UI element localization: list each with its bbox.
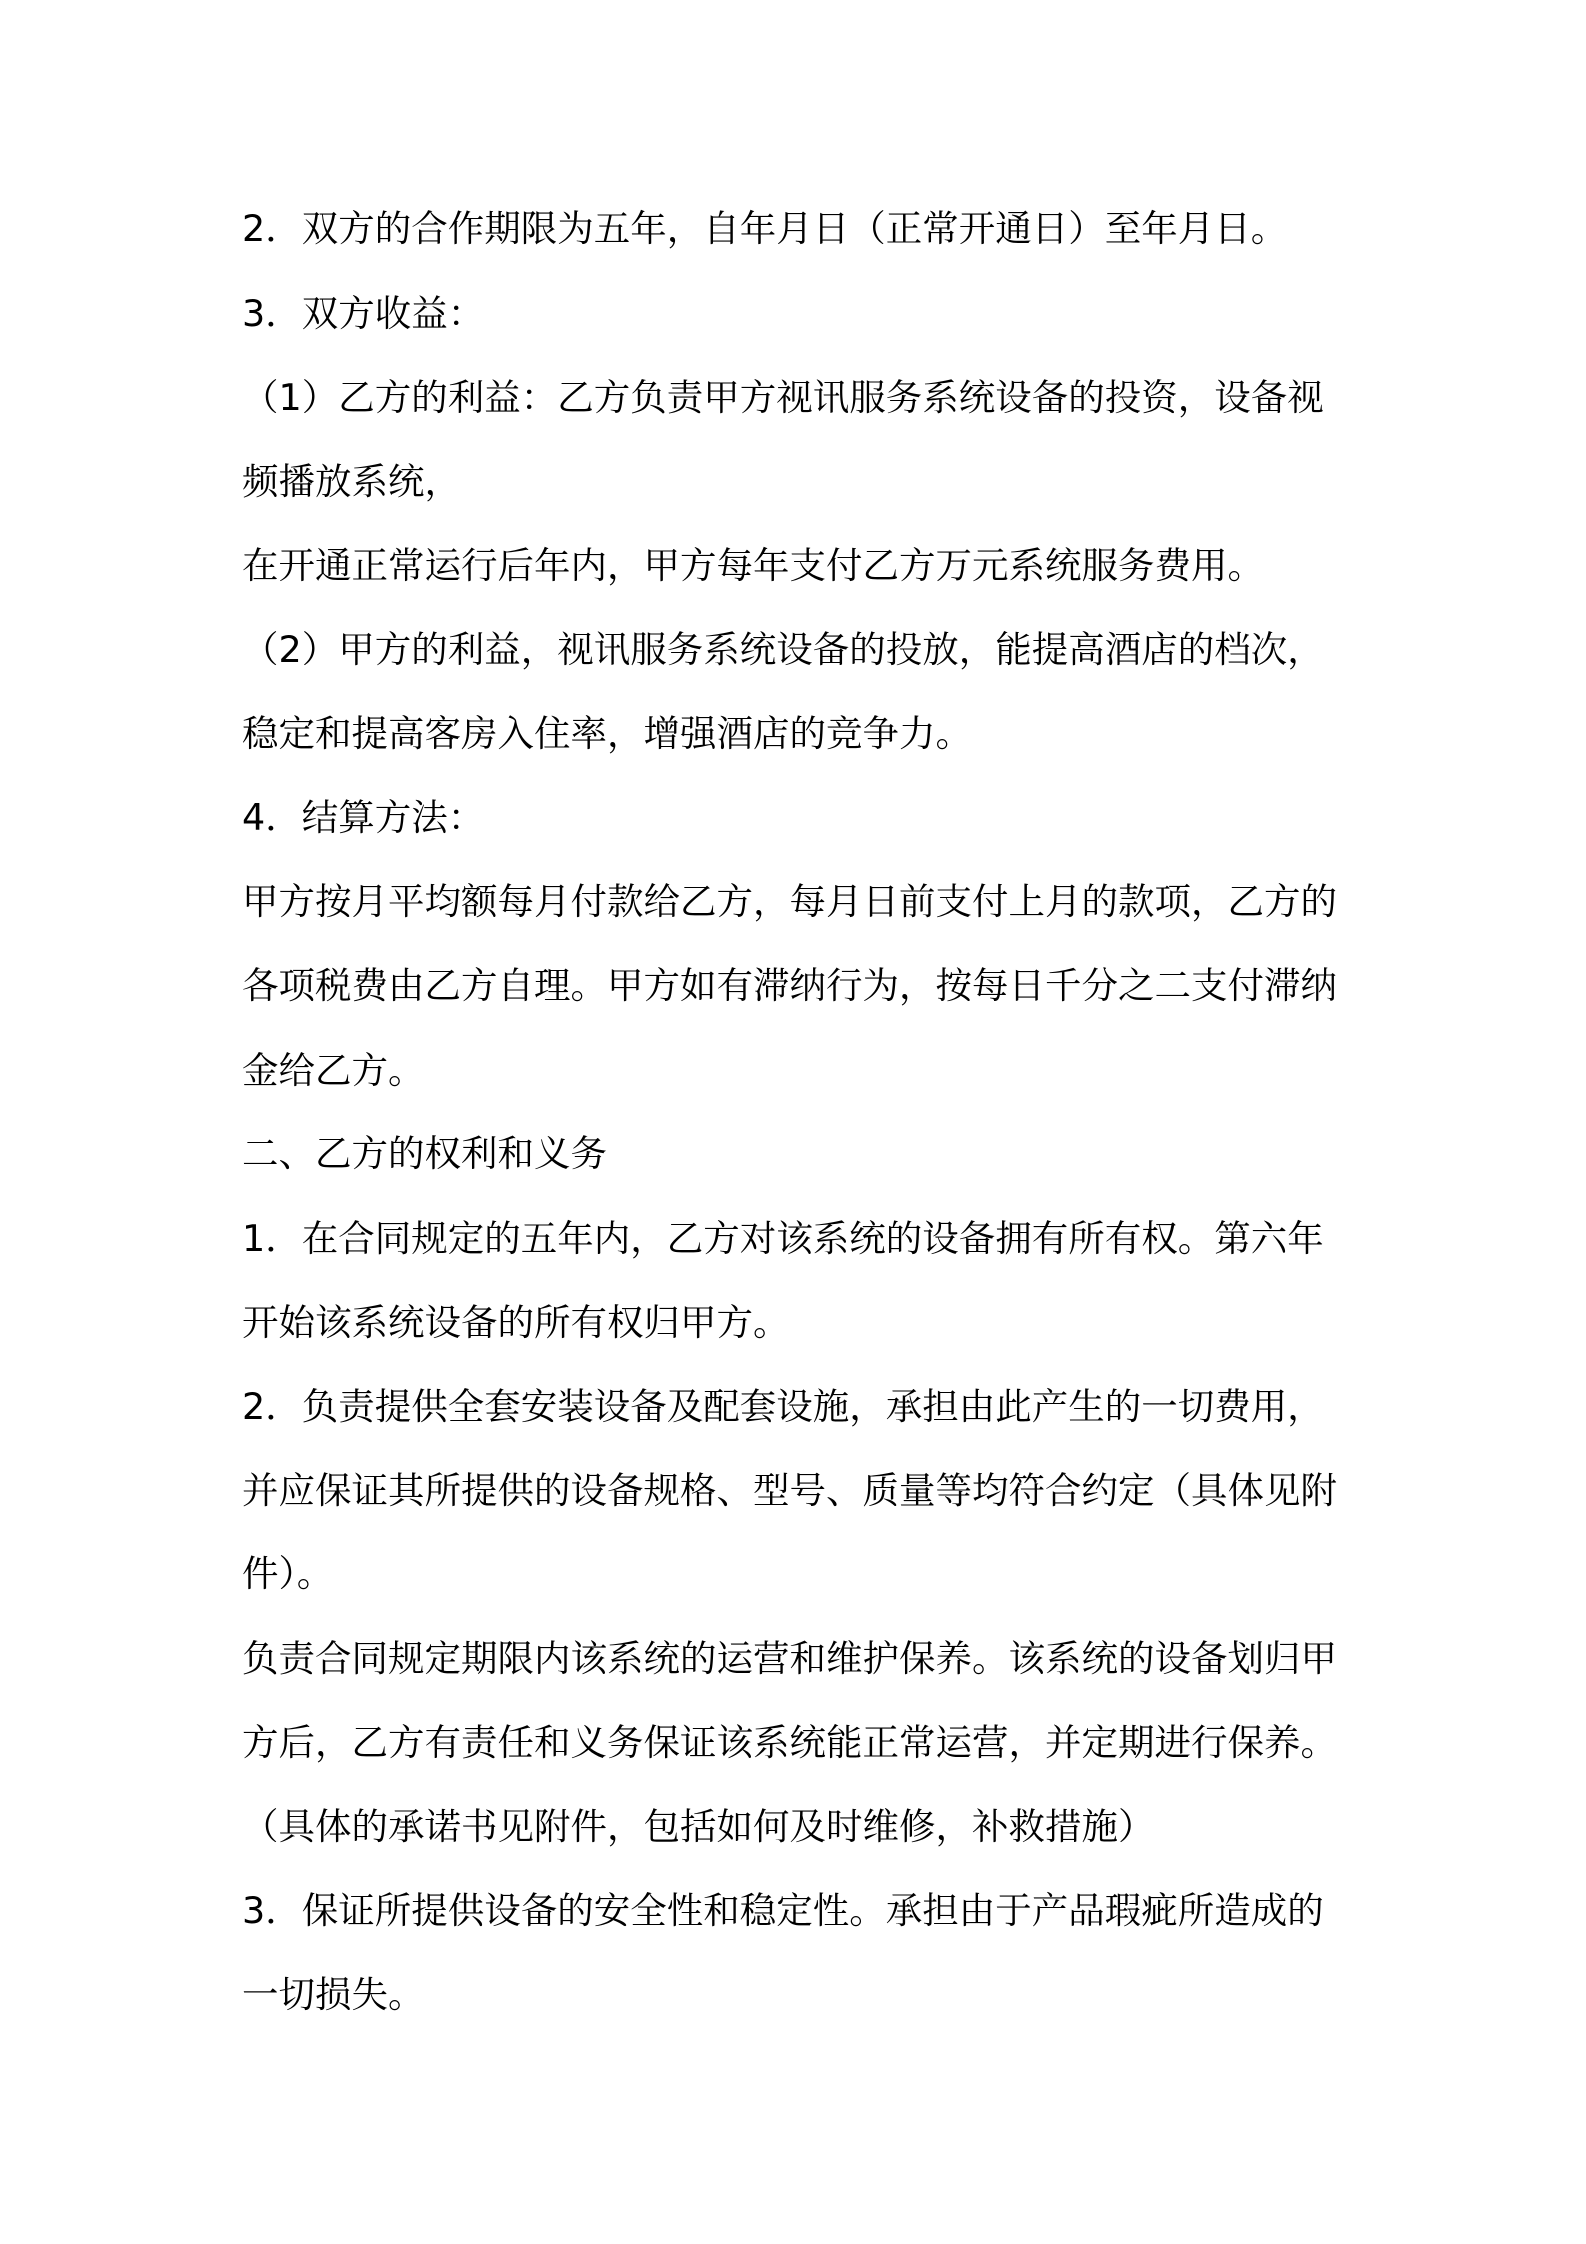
text-line: 在开通正常运行后年内，甲方每年支付乙方万元系统服务费用。 xyxy=(242,544,1264,587)
text-line: 2．双方的合作期限为五年，自年月日（正常开通日）至年月日。 xyxy=(242,207,1288,250)
text-line: （1）乙方的利益：乙方负责甲方视讯服务系统设备的投资，设备视 xyxy=(242,376,1324,419)
text-line: 各项税费由乙方自理。甲方如有滞纳行为，按每日千分之二支付滞纳 xyxy=(242,964,1337,1007)
text-line: 1．在合同规定的五年内，乙方对该系统的设备拥有所有权。第六年 xyxy=(242,1217,1324,1260)
text-line: 2．负责提供全套安装设备及配套设施，承担由此产生的一切费用， xyxy=(242,1385,1324,1428)
text-line: 负责合同规定期限内该系统的运营和维护保养。该系统的设备划归甲 xyxy=(242,1637,1337,1680)
text-line: 件）。 xyxy=(242,1552,334,1595)
text-line: 稳定和提高客房入住率，增强酒店的竞争力。 xyxy=(242,712,972,755)
text-line: 金给乙方。 xyxy=(242,1049,425,1092)
text-line: （2）甲方的利益，视讯服务系统设备的投放，能提高酒店的档次， xyxy=(242,628,1324,671)
text-line: 一切损失。 xyxy=(242,1973,425,2016)
text-line: 3．保证所提供设备的安全性和稳定性。承担由于产品瑕疵所造成的 xyxy=(242,1889,1324,1932)
text-line: 甲方按月平均额每月付款给乙方，每月日前支付上月的款项，乙方的 xyxy=(242,880,1337,923)
section-heading: 二、乙方的权利和义务 xyxy=(242,1132,607,1175)
text-line: （具体的承诺书见附件，包括如何及时维修，补救措施） xyxy=(242,1805,1155,1848)
text-line: 并应保证其所提供的设备规格、型号、质量等均符合约定（具体见附 xyxy=(242,1469,1337,1512)
text-line: 方后，乙方有责任和义务保证该系统能正常运营，并定期进行保养。 xyxy=(242,1721,1337,1764)
text-line: 3．双方收益： xyxy=(242,292,485,335)
text-line: 频播放系统， xyxy=(242,460,461,503)
text-line: 4．结算方法： xyxy=(242,796,485,839)
text-line: 开始该系统设备的所有权归甲方。 xyxy=(242,1301,790,1344)
